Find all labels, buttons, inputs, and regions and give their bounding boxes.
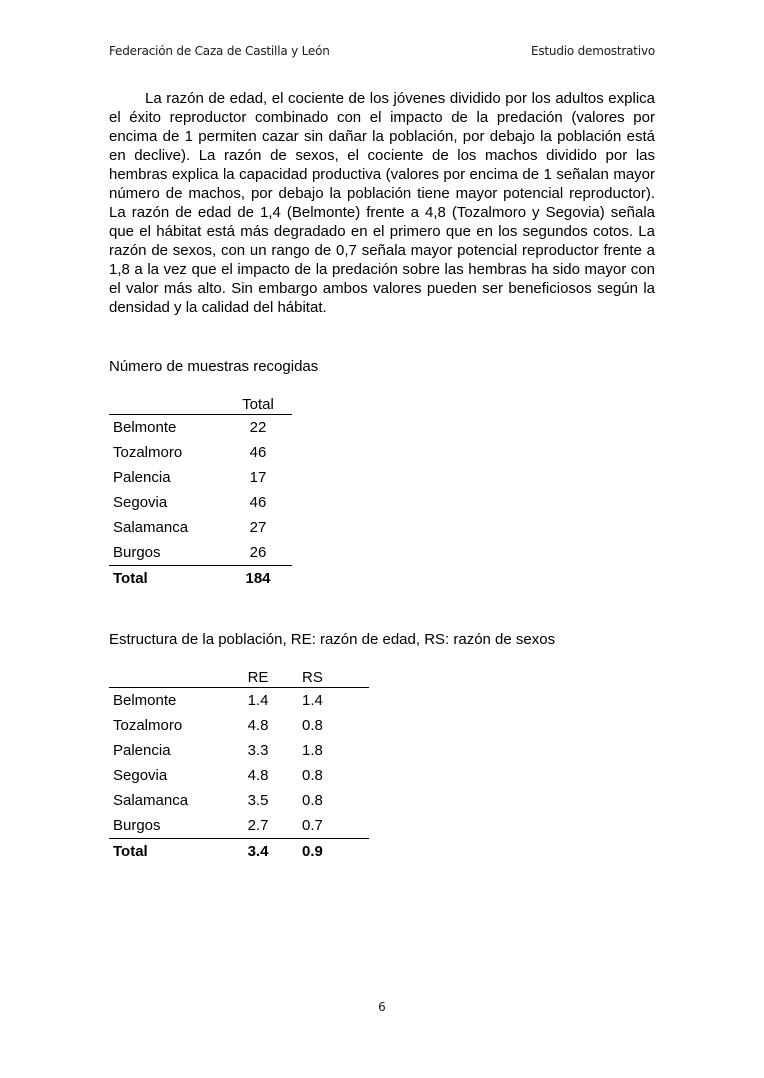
samples-table [109,392,292,591]
column-header-name [109,392,224,415]
running-header-right: Estudio demostrativo [530,44,655,58]
row-name: Palencia [113,469,171,486]
total-label: Total [113,843,148,860]
total-label: Total [113,570,148,587]
total-re: 3.4 [247,843,269,860]
total-value: 184 [245,570,271,587]
row-name: Segovia [113,494,168,511]
row-name: Tozalmoro [113,717,183,734]
row-rs: 1.8 [302,742,323,759]
row-rs: 0.8 [302,767,323,784]
table-total-row [109,839,369,865]
row-total: 27 [249,519,267,536]
table-row [109,688,369,714]
row-rs: 0.8 [302,792,323,809]
row-re: 3.5 [247,792,269,809]
table-total-row [109,566,292,592]
table-row [109,515,292,540]
row-rs: 1.4 [302,692,323,709]
column-header-name [109,665,224,688]
table-header-row [109,392,292,415]
population-structure-table [109,665,369,864]
row-re: 3.3 [247,742,269,759]
row-re: 1.4 [247,692,269,709]
row-re: 4.8 [247,767,269,784]
table-row [109,415,292,441]
body-paragraph: La razón de edad, el cociente de los jóvenes dividido por los adultos explica el éxito reproductor combinado con el impacto de la predación (valores por encima de 1 permiten cazar sin dañar la población, por debajo la población está en declive). La razón de sexos, el cociente de los machos dividido por las hembras explica la capacidad productiva (valores por encima de 1 señalan mayor número de machos, por debajo la población tiene mayor potencial reproductor). La razón de edad de 1,4 (Belmonte) frente a 4,8 (Tozalmoro y Segovia) señala que el hábitat está más degradado en el primero que en los segundos cotos. La razón de sexos, con un rango de 0,7 señala mayor potencial reproductor frente a 1,8 a la vez que el impacto de la predación sobre las hembras ha sido mayor con el valor más alto. Sin embargo ambos valores pueden ser beneficiosos según la densidad y la calidad del hábitat. [109,90,655,316]
table-row [109,738,369,763]
row-name: Burgos [113,544,161,561]
page-number: 6 [378,1000,386,1014]
row-name: Tozalmoro [113,444,183,461]
row-name: Salamanca [113,519,189,536]
table1-caption: Número de muestras recogidas [109,358,319,375]
row-name: Belmonte [113,692,177,709]
table-row [109,788,369,813]
row-name: Segovia [113,767,168,784]
table-row [109,465,292,490]
column-header-total: Total [242,396,274,413]
row-re: 4.8 [247,717,269,734]
total-rs: 0.9 [302,843,323,860]
column-header-re: RE [247,669,269,686]
row-total: 17 [249,469,267,486]
running-header-left: Federación de Caza de Castilla y León [109,44,330,58]
row-name: Burgos [113,817,161,834]
column-header-rs: RS [302,669,323,686]
table-row [109,440,292,465]
row-re: 2.7 [247,817,269,834]
table-row [109,763,369,788]
row-rs: 0.8 [302,717,323,734]
table-row [109,713,369,738]
row-name: Palencia [113,742,171,759]
table-row [109,540,292,566]
row-name: Belmonte [113,419,177,436]
table-row [109,813,369,839]
table-row [109,490,292,515]
row-total: 46 [249,494,267,511]
table-header-row [109,665,369,688]
row-name: Salamanca [113,792,189,809]
row-rs: 0.7 [302,817,323,834]
row-total: 22 [249,419,267,436]
row-total: 26 [249,544,267,561]
row-total: 46 [249,444,267,461]
table2-caption: Estructura de la población, RE: razón de edad, RS: razón de sexos [109,631,556,648]
